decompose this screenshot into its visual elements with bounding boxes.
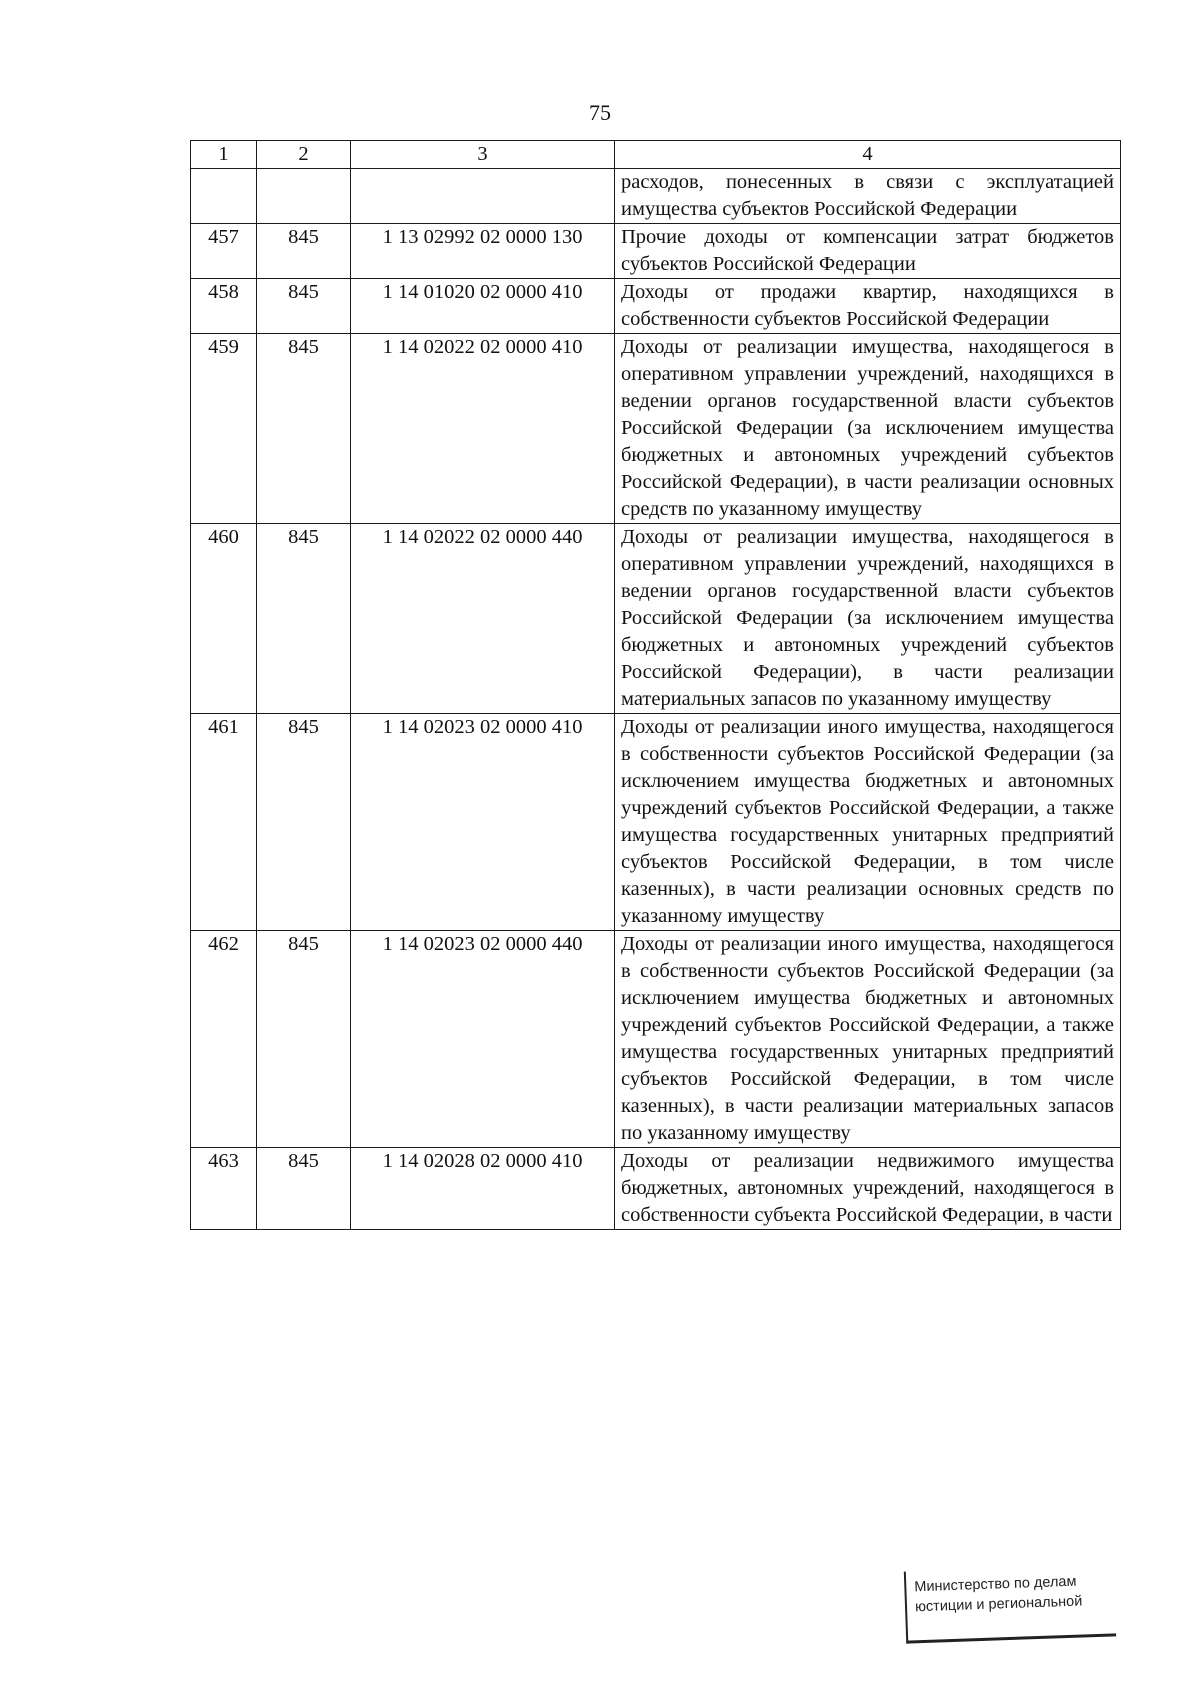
budget-code: 1 14 01020 02 0000 410 bbox=[351, 279, 615, 334]
budget-code: 1 14 02022 02 0000 410 bbox=[351, 334, 615, 524]
budget-code bbox=[351, 169, 615, 224]
row-number: 457 bbox=[191, 224, 257, 279]
admin-code: 845 bbox=[257, 1148, 351, 1230]
admin-code bbox=[257, 169, 351, 224]
revenue-description: расходов, понесенных в связи с эксплуатацией имущества субъектов Российской Федерации bbox=[615, 169, 1121, 224]
revenue-description: Доходы от реализации имущества, находящегося в оперативном управлении учреждений, находящихся в ведении органов государственной власти субъектов Российской Федерации (за исключением имущества бюджетных и автономных учреждений субъектов Российской Федерации), в части реализации материальных запасов по указанному имуществу bbox=[615, 524, 1121, 714]
revenue-description: Прочие доходы от компенсации затрат бюджетов субъектов Российской Федерации bbox=[615, 224, 1121, 279]
row-number bbox=[191, 169, 257, 224]
table-header-row bbox=[191, 141, 1121, 169]
table-row bbox=[191, 1148, 1121, 1230]
header-col-3: 3 bbox=[351, 141, 615, 169]
admin-code: 845 bbox=[257, 279, 351, 334]
budget-code: 1 14 02028 02 0000 410 bbox=[351, 1148, 615, 1230]
admin-code: 845 bbox=[257, 714, 351, 931]
budget-code: 1 14 02022 02 0000 440 bbox=[351, 524, 615, 714]
admin-code: 845 bbox=[257, 524, 351, 714]
budget-code: 1 14 02023 02 0000 410 bbox=[351, 714, 615, 931]
stamp-line-2: юстиции и региональной bbox=[914, 1593, 1083, 1616]
row-number: 459 bbox=[191, 334, 257, 524]
budget-code: 1 14 02023 02 0000 440 bbox=[351, 931, 615, 1148]
revenue-description: Доходы от реализации имущества, находящегося в оперативном управлении учреждений, находящихся в ведении органов государственной власти субъектов Российской Федерации (за исключением имущества бюджетных и автономных учреждений субъектов Российской Федерации), в части реализации основных средств по указанному имуществу bbox=[615, 334, 1121, 524]
header-col-2: 2 bbox=[257, 141, 351, 169]
table-row bbox=[191, 524, 1121, 714]
table-row bbox=[191, 931, 1121, 1148]
revenue-description: Доходы от реализации недвижимого имущества бюджетных, автономных учреждений, находящегося в собственности субъекта Российской Федерации, в части bbox=[615, 1148, 1121, 1230]
ministry-stamp bbox=[904, 1564, 1116, 1643]
revenue-description: Доходы от реализации иного имущества, находящегося в собственности субъектов Российской Федерации (за исключением имущества бюджетных и автономных учреждений субъектов Российской Федерации, а также имущества государственных унитарных предприятий субъектов Российской Федерации, в том числе казенных), в части реализации материальных запасов по указанному имуществу bbox=[615, 931, 1121, 1148]
row-number: 458 bbox=[191, 279, 257, 334]
revenue-codes-table bbox=[190, 140, 1121, 1230]
row-number: 461 bbox=[191, 714, 257, 931]
page-number: 75 bbox=[589, 100, 611, 125]
table-row bbox=[191, 714, 1121, 931]
table-row bbox=[191, 169, 1121, 224]
table-row bbox=[191, 279, 1121, 334]
row-number: 463 bbox=[191, 1148, 257, 1230]
header-col-1: 1 bbox=[191, 141, 257, 169]
table-row bbox=[191, 334, 1121, 524]
header-col-4: 4 bbox=[615, 141, 1121, 169]
revenue-description: Доходы от реализации иного имущества, находящегося в собственности субъектов Российской Федерации (за исключением имущества бюджетных и автономных учреждений субъектов Российской Федерации, а также имущества государственных унитарных предприятий субъектов Российской Федерации, в том числе казенных), в части реализации основных средств по указанному имуществу bbox=[615, 714, 1121, 931]
admin-code: 845 bbox=[257, 224, 351, 279]
admin-code: 845 bbox=[257, 931, 351, 1148]
admin-code: 845 bbox=[257, 334, 351, 524]
revenue-description: Доходы от продажи квартир, находящихся в собственности субъектов Российской Федерации bbox=[615, 279, 1121, 334]
table-row bbox=[191, 224, 1121, 279]
row-number: 462 bbox=[191, 931, 257, 1148]
budget-code: 1 13 02992 02 0000 130 bbox=[351, 224, 615, 279]
stamp-line-1: Министерство по делам bbox=[914, 1573, 1077, 1596]
row-number: 460 bbox=[191, 524, 257, 714]
